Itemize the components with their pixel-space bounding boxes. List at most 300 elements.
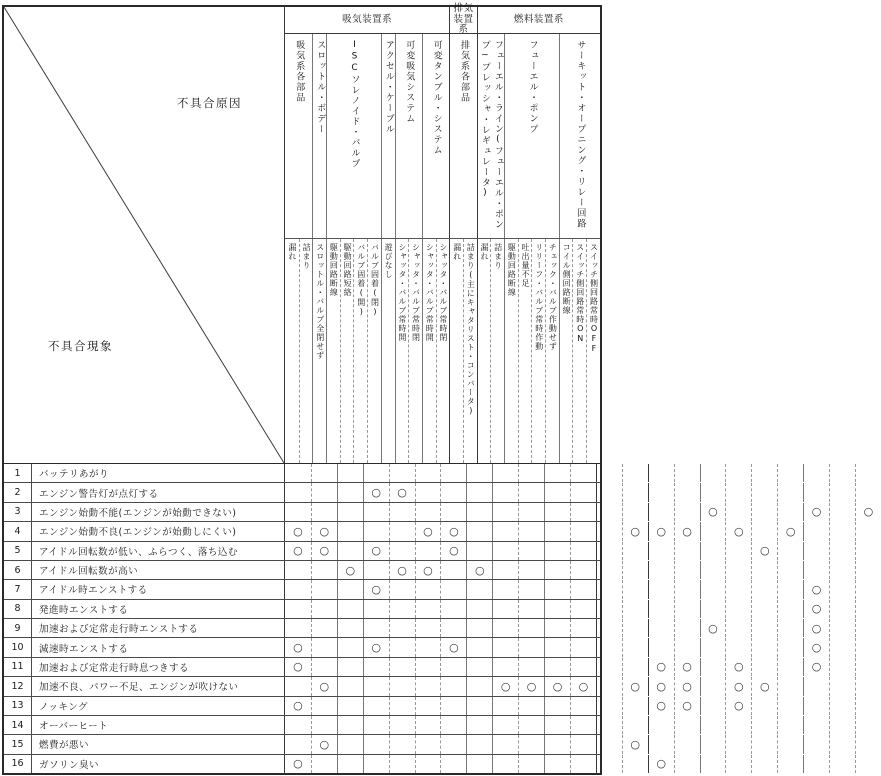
- matrix-cell: [285, 503, 311, 521]
- matrix-cell: [829, 542, 855, 560]
- mark-circle: ○: [293, 757, 303, 771]
- matrix-cell: [466, 735, 492, 753]
- matrix-cell: [648, 677, 674, 695]
- matrix-cell: [285, 658, 311, 676]
- matrix-cell: [570, 600, 596, 618]
- matrix-cell: [363, 542, 389, 560]
- mark-circle: ○: [578, 679, 589, 693]
- matrix-cell: [674, 619, 700, 637]
- matrix-cell: [570, 483, 596, 501]
- matrix-cell: [389, 735, 415, 753]
- matrix-cell: [415, 638, 441, 656]
- matrix-cell: [622, 464, 648, 482]
- failure-mode-label: バルブ固着(開): [356, 243, 366, 317]
- symptom-label: オーバーヒート: [32, 716, 285, 734]
- matrix-cell: [337, 580, 363, 598]
- matrix-cell: [311, 600, 337, 618]
- matrix-cell: [570, 735, 596, 753]
- failure-mode-header: [545, 239, 559, 463]
- matrix-cell: [337, 542, 363, 560]
- matrix-cell: [389, 697, 415, 715]
- matrix-cell: [855, 697, 881, 715]
- matrix-cell: [285, 561, 311, 579]
- system-header-row: [285, 2, 600, 36]
- matrix-cell: [725, 542, 751, 560]
- matrix-cell: [337, 677, 363, 695]
- matrix-cell: [700, 735, 726, 753]
- matrix-cell: [415, 522, 441, 540]
- part-header-label: 排気系各部品: [459, 40, 470, 103]
- matrix-cell: [311, 561, 337, 579]
- matrix-cell: [389, 716, 415, 734]
- matrix-cell: [803, 716, 829, 734]
- matrix-cell: [622, 503, 648, 521]
- matrix-cell: [570, 561, 596, 579]
- matrix-cell: [440, 483, 466, 501]
- symptom-label: 発進時エンストする: [32, 600, 285, 618]
- matrix-cell: [777, 697, 803, 715]
- matrix-cell: [700, 716, 726, 734]
- matrix-cell: [596, 638, 622, 656]
- row-number: 9: [4, 619, 32, 637]
- matrix-cell: [829, 580, 855, 598]
- matrix-cell: [363, 483, 389, 501]
- matrix-cell: [440, 464, 466, 482]
- matrix-cell: [415, 503, 441, 521]
- matrix-cell: [570, 697, 596, 715]
- failure-mode-label: 駆動回路断線: [329, 243, 339, 297]
- failure-mode-label: 吐出量不足: [521, 243, 531, 288]
- matrix-cell: [544, 697, 570, 715]
- mark-circle: ○: [449, 544, 459, 558]
- symptom-label: バッテリあがり: [32, 464, 285, 482]
- mark-circle: ○: [371, 544, 381, 558]
- matrix-cell: [389, 580, 415, 598]
- matrix-cell: [415, 755, 441, 773]
- matrix-cell: [803, 464, 829, 482]
- matrix-cell: [311, 697, 337, 715]
- mark-circle: ○: [759, 544, 770, 558]
- matrix-cell: [544, 619, 570, 637]
- matrix-cell: [518, 677, 544, 695]
- mark-circle: ○: [319, 544, 330, 558]
- mark-circle: ○: [319, 737, 330, 751]
- matrix-cell: [285, 483, 311, 501]
- mark-circle: ○: [656, 660, 666, 674]
- matrix-cell: [544, 561, 570, 579]
- matrix-cell: [725, 735, 751, 753]
- table-row: [4, 579, 822, 598]
- matrix-cell: [648, 561, 674, 579]
- failure-mode-header: [490, 239, 504, 463]
- failure-mode-header: [559, 239, 573, 463]
- matrix-cell: [777, 580, 803, 598]
- matrix-cell: [311, 638, 337, 656]
- matrix-cell: [311, 735, 337, 753]
- mark-circle: ○: [293, 641, 303, 655]
- matrix-cell: [570, 619, 596, 637]
- matrix-cell: [363, 638, 389, 656]
- matrix-cell: [544, 677, 570, 695]
- matrix-cell: [803, 735, 829, 753]
- matrix-cell: [466, 600, 492, 618]
- matrix-cell: [700, 697, 726, 715]
- matrix-cell: [751, 503, 777, 521]
- matrix-cell: [622, 677, 648, 695]
- matrix-cell: [492, 600, 518, 618]
- matrix-cell: [440, 522, 466, 540]
- matrix-cell: [777, 677, 803, 695]
- failure-mode-label: 漏れ: [287, 243, 297, 261]
- failure-mode-label: シャッタ・バルブ常時開: [397, 243, 407, 342]
- matrix-cell: [337, 735, 363, 753]
- matrix-cell: [751, 483, 777, 501]
- matrix-cell: [363, 697, 389, 715]
- matrix-cell: [518, 503, 544, 521]
- matrix-cell: [622, 638, 648, 656]
- part-header: [312, 34, 326, 238]
- matrix-cell: [466, 503, 492, 521]
- matrix-cell: [751, 716, 777, 734]
- failure-mode-label: シャッタ・バルブ常時閉: [438, 243, 448, 342]
- symptom-label: 減速時エンストする: [32, 638, 285, 656]
- matrix-cell: [337, 600, 363, 618]
- mark-circle: ○: [319, 524, 330, 538]
- symptom-label: エンジン始動不能(エンジンが始動できない): [32, 503, 285, 521]
- matrix-cell: [829, 464, 855, 482]
- matrix-cell: [855, 542, 881, 560]
- matrix-cell: [777, 735, 803, 753]
- matrix-cell: [544, 716, 570, 734]
- mark-circle: ○: [293, 699, 303, 713]
- matrix-cell: [363, 716, 389, 734]
- mark-circle: ○: [630, 524, 641, 538]
- system-header: 燃料装置系: [477, 7, 600, 33]
- part-header-label: フューエル・ポンプ: [527, 40, 538, 135]
- matrix-cell: [285, 580, 311, 598]
- matrix-cell: [311, 483, 337, 501]
- matrix-cell: [700, 677, 726, 695]
- matrix-cell: [466, 483, 492, 501]
- matrix-cell: [674, 677, 700, 695]
- matrix-cell: [415, 735, 441, 753]
- matrix-cell: [440, 735, 466, 753]
- failure-mode-label: 駆動回路短絡: [343, 243, 353, 297]
- matrix-cell: [648, 658, 674, 676]
- failure-mode-label: 遊びなし: [384, 243, 394, 279]
- matrix-cell: [337, 638, 363, 656]
- matrix-cell: [518, 580, 544, 598]
- mark-circle: ○: [811, 602, 822, 616]
- matrix-cell: [492, 658, 518, 676]
- matrix-cell: [440, 755, 466, 773]
- system-header: 吸気装置系: [342, 13, 393, 25]
- symptom-label: 加速および定常走行時エンストする: [32, 619, 285, 637]
- matrix-cell: [777, 716, 803, 734]
- mark-circle: ○: [500, 679, 511, 693]
- matrix-cell: [363, 503, 389, 521]
- matrix-cell: [700, 755, 726, 773]
- part-header: [326, 34, 381, 238]
- matrix-cell: [415, 542, 441, 560]
- matrix-cell: [415, 600, 441, 618]
- matrix-cell: [648, 638, 674, 656]
- matrix-cell: [389, 658, 415, 676]
- matrix-cell: [466, 522, 492, 540]
- matrix-cell: [596, 542, 622, 560]
- matrix-cell: [751, 697, 777, 715]
- matrix-cell: [544, 638, 570, 656]
- mark-circle: ○: [682, 679, 692, 693]
- symptom-label: 燃費が悪い: [32, 735, 285, 753]
- matrix-cell: [492, 716, 518, 734]
- mark-circle: ○: [423, 563, 433, 577]
- matrix-cell: [518, 716, 544, 734]
- matrix-cell: [674, 716, 700, 734]
- part-header: [285, 34, 312, 238]
- system-header: 排気装置系: [449, 7, 476, 33]
- matrix-cell: [777, 638, 803, 656]
- matrix-cell: [751, 677, 777, 695]
- matrix-cell: [674, 542, 700, 560]
- matrix-cell: [803, 580, 829, 598]
- matrix-cell: [285, 677, 311, 695]
- matrix-cell: [648, 716, 674, 734]
- row-number: 6: [4, 561, 32, 579]
- failure-mode-label: バルブ固着(閉): [370, 243, 380, 317]
- matrix-cell: [829, 677, 855, 695]
- matrix-cell: [492, 697, 518, 715]
- matrix-cell: [855, 735, 881, 753]
- matrix-cell: [389, 561, 415, 579]
- mark-circle: ○: [656, 679, 666, 693]
- row-number: 7: [4, 580, 32, 598]
- matrix-cell: [596, 658, 622, 676]
- matrix-cell: [492, 522, 518, 540]
- matrix-cell: [337, 483, 363, 501]
- mark-circle: ○: [293, 660, 303, 674]
- matrix-cell: [622, 561, 648, 579]
- matrix-cell: [751, 561, 777, 579]
- failure-mode-header: [395, 239, 409, 463]
- matrix-cell: [415, 483, 441, 501]
- mark-circle: ○: [449, 524, 459, 538]
- matrix-cell: [466, 464, 492, 482]
- matrix-cell: [363, 464, 389, 482]
- matrix-cell: [415, 677, 441, 695]
- header-columns: [285, 2, 600, 463]
- matrix-cell: [311, 580, 337, 598]
- part-header-label: フューエル・ライン(フューエル・ポンプ~プレッシャ・レギュレータ): [479, 40, 503, 230]
- matrix-cell: [648, 697, 674, 715]
- matrix-cell: [596, 464, 622, 482]
- matrix-cell: [596, 716, 622, 734]
- matrix-cell: [700, 483, 726, 501]
- matrix-cell: [725, 638, 751, 656]
- matrix-cell: [803, 522, 829, 540]
- matrix-cell: [415, 464, 441, 482]
- matrix-cell: [777, 464, 803, 482]
- matrix-cell: [725, 658, 751, 676]
- matrix-cell: [285, 542, 311, 560]
- matrix-cell: [440, 580, 466, 598]
- mark-circle: ○: [682, 660, 692, 674]
- matrix-cell: [803, 483, 829, 501]
- matrix-cell: [829, 522, 855, 540]
- table-row: [4, 560, 600, 579]
- matrix-cell: [466, 716, 492, 734]
- matrix-cell: [544, 464, 570, 482]
- matrix-cell: [466, 542, 492, 560]
- matrix-cell: [596, 483, 622, 501]
- matrix-cell: [570, 716, 596, 734]
- matrix-cell: [674, 697, 700, 715]
- failure-mode-header: [299, 239, 313, 463]
- part-header-label: 吸気系各部品: [294, 40, 305, 103]
- matrix-cell: [518, 658, 544, 676]
- matrix-cell: [285, 638, 311, 656]
- matrix-cell: [648, 503, 674, 521]
- row-number: 12: [4, 677, 32, 695]
- failure-mode-header: [408, 239, 422, 463]
- matrix-cell: [674, 464, 700, 482]
- matrix-cell: [311, 716, 337, 734]
- failure-mode-header: [477, 239, 491, 463]
- matrix-cell: [570, 503, 596, 521]
- mark-circle: ○: [293, 524, 303, 538]
- matrix-cell: [596, 697, 622, 715]
- matrix-cell: [777, 619, 803, 637]
- matrix-cell: [337, 522, 363, 540]
- matrix-cell: [596, 755, 622, 773]
- matrix-cell: [570, 658, 596, 676]
- matrix-cell: [466, 561, 492, 579]
- matrix-cell: [674, 755, 700, 773]
- matrix-cell: [492, 561, 518, 579]
- matrix-cell: [440, 561, 466, 579]
- row-number: 15: [4, 735, 32, 753]
- failure-mode-label: 詰まり(主にキャタリスト・コンバータ): [466, 243, 476, 416]
- failure-mode-header: [436, 239, 450, 463]
- matrix-cell: [415, 716, 441, 734]
- matrix-cell: [648, 483, 674, 501]
- failure-mode-header: [422, 239, 436, 463]
- mark-circle: ○: [682, 524, 692, 538]
- matrix-cell: [725, 600, 751, 618]
- matrix-cell: [518, 755, 544, 773]
- failure-mode-label: 駆動回路断線: [507, 243, 517, 297]
- cause-label: 不具合原因: [177, 96, 242, 110]
- matrix-cell: [596, 735, 622, 753]
- mark-circle: ○: [708, 621, 718, 635]
- matrix-cell: [751, 638, 777, 656]
- table-row: [4, 696, 744, 715]
- matrix-cell: [363, 658, 389, 676]
- matrix-cell: [777, 658, 803, 676]
- mark-circle: ○: [397, 563, 407, 577]
- matrix-cell: [855, 638, 881, 656]
- table-row: [4, 754, 666, 773]
- mark-circle: ○: [345, 563, 356, 577]
- part-header-label: 可変吸気システム: [404, 40, 415, 124]
- mark-circle: ○: [811, 621, 822, 635]
- matrix-cell: [674, 522, 700, 540]
- matrix-cell: [674, 483, 700, 501]
- symptom-label: アイドル回転数が高い: [32, 561, 285, 579]
- row-number: 13: [4, 697, 32, 715]
- part-header: [477, 34, 504, 238]
- part-header: [381, 34, 395, 238]
- failure-mode-label: 詰まり: [493, 243, 503, 270]
- failure-mode-label: スイッチ側回路常時OFF: [589, 243, 599, 354]
- mark-circle: ○: [656, 699, 666, 713]
- table-body: [4, 463, 874, 773]
- matrix-cell: [622, 542, 648, 560]
- matrix-cell: [725, 716, 751, 734]
- matrix-cell: [518, 464, 544, 482]
- matrix-cell: [389, 503, 415, 521]
- row-number: 8: [4, 600, 32, 618]
- matrix-cell: [803, 542, 829, 560]
- row-number: 4: [4, 522, 32, 540]
- matrix-cell: [725, 580, 751, 598]
- matrix-cell: [389, 542, 415, 560]
- symptom-label: ノッキング: [32, 697, 285, 715]
- matrix-cell: [622, 600, 648, 618]
- matrix-cell: [492, 483, 518, 501]
- matrix-cell: [700, 503, 726, 521]
- matrix-cell: [803, 503, 829, 521]
- matrix-cell: [725, 483, 751, 501]
- matrix-cell: [389, 483, 415, 501]
- matrix-cell: [648, 522, 674, 540]
- matrix-cell: [855, 658, 881, 676]
- matrix-cell: [363, 735, 389, 753]
- matrix-cell: [415, 697, 441, 715]
- table-row: [4, 657, 822, 676]
- matrix-cell: [285, 464, 311, 482]
- matrix-cell: [311, 522, 337, 540]
- diagonal-line: [4, 7, 284, 463]
- matrix-cell: [751, 522, 777, 540]
- matrix-cell: [648, 600, 674, 618]
- failure-mode-label: スイッチ側回路常時ON: [575, 243, 585, 344]
- matrix-cell: [803, 677, 829, 695]
- matrix-cell: [674, 600, 700, 618]
- matrix-cell: [440, 716, 466, 734]
- failure-mode-header: [312, 239, 326, 463]
- failure-mode-header: [531, 239, 545, 463]
- matrix-cell: [440, 638, 466, 656]
- matrix-cell: [622, 580, 648, 598]
- matrix-cell: [518, 600, 544, 618]
- matrix-cell: [648, 464, 674, 482]
- matrix-cell: [492, 735, 518, 753]
- failure-mode-header: [586, 239, 600, 463]
- mode-header-row: [285, 239, 600, 463]
- matrix-cell: [570, 464, 596, 482]
- matrix-cell: [803, 697, 829, 715]
- matrix-cell: [440, 542, 466, 560]
- matrix-cell: [337, 619, 363, 637]
- failure-mode-label: チェック・バルブ作動せず: [548, 243, 558, 351]
- mark-circle: ○: [474, 563, 485, 577]
- matrix-cell: [829, 619, 855, 637]
- matrix-cell: [389, 619, 415, 637]
- matrix-cell: [285, 522, 311, 540]
- part-header: [422, 34, 449, 238]
- matrix-cell: [700, 561, 726, 579]
